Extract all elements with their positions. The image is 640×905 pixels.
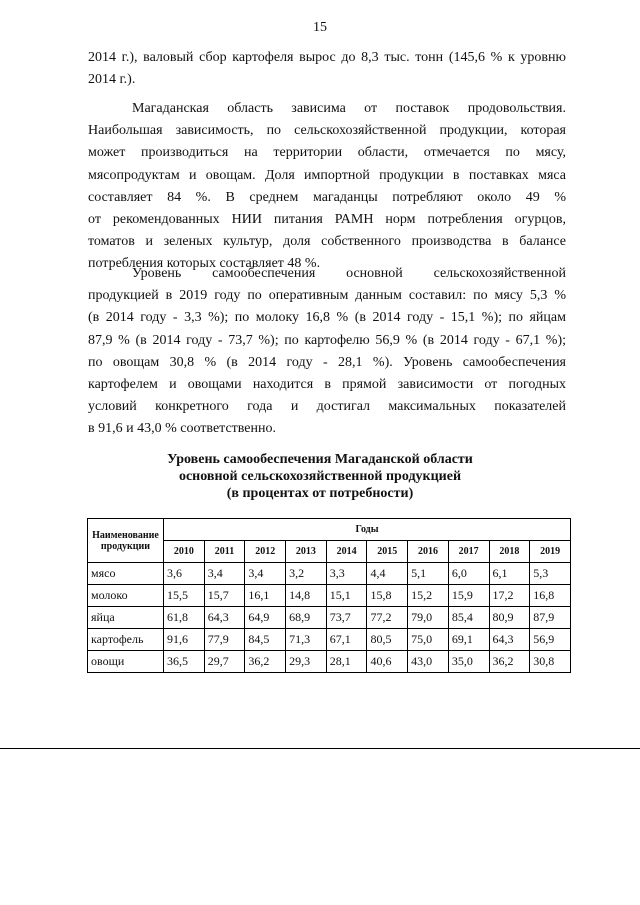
value-cell: 3,2 [286, 563, 327, 585]
value-cell: 77,2 [367, 607, 408, 629]
table-row [88, 563, 571, 585]
value-cell: 5,1 [408, 563, 449, 585]
text-line: Наибольшая зависимость, по сельскохозяйственной продукции, которая [88, 123, 566, 139]
table-row [88, 651, 571, 673]
value-cell: 80,5 [367, 629, 408, 651]
value-cell: 36,2 [489, 651, 530, 673]
value-cell: 15,1 [326, 585, 367, 607]
paragraph-food-dependence [88, 98, 566, 276]
column-header-years: Годы [164, 519, 571, 541]
value-cell: 71,3 [286, 629, 327, 651]
value-cell: 15,8 [367, 585, 408, 607]
value-cell: 79,0 [408, 607, 449, 629]
value-cell: 87,9 [530, 607, 571, 629]
value-cell: 15,2 [408, 585, 449, 607]
value-cell: 15,9 [448, 585, 489, 607]
value-cell: 68,9 [286, 607, 327, 629]
year-header: 2013 [286, 541, 327, 563]
text-line: Уровень самообеспечения основной сельскохозяйственной [132, 266, 566, 281]
value-cell: 36,2 [245, 651, 286, 673]
text-line: 87,9 % (в 2014 году - 73,7 %); по картофелю 56,9 % (в 2014 году - 67,1 %); [88, 332, 566, 348]
paragraph-continuation [88, 47, 566, 91]
value-cell: 29,3 [286, 651, 327, 673]
value-cell: 35,0 [448, 651, 489, 673]
value-cell: 6,1 [489, 563, 530, 585]
year-header: 2015 [367, 541, 408, 563]
text-line: в 91,6 и 43,0 % соответственно. [88, 421, 277, 437]
product-name-cell: овощи [88, 651, 164, 673]
text-line: 2014 г.), валовый сбор картофеля вырос до 8,3 тыс. тонн (145,6 % к уровню [88, 50, 566, 65]
column-header-product: Наименование продукции [88, 519, 164, 563]
product-name-cell: молоко [88, 585, 164, 607]
value-cell: 43,0 [408, 651, 449, 673]
paragraph-self-sufficiency [88, 263, 566, 441]
value-cell: 3,4 [245, 563, 286, 585]
value-cell: 85,4 [448, 607, 489, 629]
text-line: (в 2014 году - 3,3 %); по молоку 16,8 % (в 2014 году - 15,1 %); по яйцам [88, 310, 566, 326]
value-cell: 67,1 [326, 629, 367, 651]
text-line: томатов и зеленых культур, доля собственного производства в балансе [88, 234, 566, 250]
text-line: составляет 84 %. В среднем магаданцы потребляют около 49 % [88, 189, 566, 205]
value-cell: 3,4 [204, 563, 245, 585]
value-cell: 16,8 [530, 585, 571, 607]
value-cell: 69,1 [448, 629, 489, 651]
year-header: 2012 [245, 541, 286, 563]
table-row [88, 585, 571, 607]
year-header: 2014 [326, 541, 367, 563]
year-header: 2018 [489, 541, 530, 563]
text-line: мясопродуктам и овощам. Доля импортной продукции в поставках мяса [88, 167, 566, 183]
value-cell: 6,0 [448, 563, 489, 585]
value-cell: 84,5 [245, 629, 286, 651]
table-title-line: Уровень самообеспечения Магаданской области [167, 452, 473, 467]
year-header: 2010 [164, 541, 205, 563]
table-title-line: основной сельскохозяйственной продукцией [178, 469, 462, 484]
table-body [88, 563, 571, 673]
text-line: по овощам 30,8 % (в 2014 году - 28,1 %). Уровень самообеспечения [88, 354, 566, 370]
text-line: потребления которых составляет 48 %. [88, 256, 321, 272]
value-cell: 91,6 [164, 629, 205, 651]
value-cell: 16,1 [245, 585, 286, 607]
value-cell: 61,8 [164, 607, 205, 629]
table-title-line: (в процентах от потребности) [226, 486, 414, 501]
value-cell: 75,0 [408, 629, 449, 651]
year-header: 2016 [408, 541, 449, 563]
value-cell: 4,4 [367, 563, 408, 585]
value-cell: 40,6 [367, 651, 408, 673]
table-title [100, 451, 540, 502]
page-number: 15 [313, 20, 327, 35]
value-cell: 15,5 [164, 585, 205, 607]
value-cell: 56,9 [530, 629, 571, 651]
table-row [88, 629, 571, 651]
value-cell: 5,3 [530, 563, 571, 585]
value-cell: 80,9 [489, 607, 530, 629]
text-line: от рекомендованных НИИ питания РАМН норм потребления огурцов, [88, 212, 566, 228]
value-cell: 64,3 [489, 629, 530, 651]
footer-rule [0, 748, 640, 749]
value-cell: 3,3 [326, 563, 367, 585]
year-header: 2017 [448, 541, 489, 563]
value-cell: 3,6 [164, 563, 205, 585]
table-row [88, 607, 571, 629]
value-cell: 64,3 [204, 607, 245, 629]
text-line: Магаданская область зависима от поставок продовольствия. [132, 101, 566, 116]
value-cell: 28,1 [326, 651, 367, 673]
self-sufficiency-table [87, 518, 571, 673]
text-line: 2014 г.). [88, 72, 136, 88]
text-line: условий конкретного года и достигал максимальных показателей [88, 399, 566, 415]
value-cell: 36,5 [164, 651, 205, 673]
text-line: продукцией в 2019 году по оперативным данным составил: по мясу 5,3 % [88, 288, 566, 304]
value-cell: 29,7 [204, 651, 245, 673]
year-header: 2011 [204, 541, 245, 563]
value-cell: 15,7 [204, 585, 245, 607]
value-cell: 77,9 [204, 629, 245, 651]
value-cell: 30,8 [530, 651, 571, 673]
value-cell: 64,9 [245, 607, 286, 629]
product-name-cell: яйца [88, 607, 164, 629]
value-cell: 17,2 [489, 585, 530, 607]
text-line: картофелем и овощами находится в прямой зависимости от погодных [88, 377, 566, 393]
value-cell: 73,7 [326, 607, 367, 629]
product-name-cell: мясо [88, 563, 164, 585]
text-line: может производиться на территории области, отмечается по мясу, [88, 145, 566, 161]
value-cell: 14,8 [286, 585, 327, 607]
year-header: 2019 [530, 541, 571, 563]
product-name-cell: картофель [88, 629, 164, 651]
